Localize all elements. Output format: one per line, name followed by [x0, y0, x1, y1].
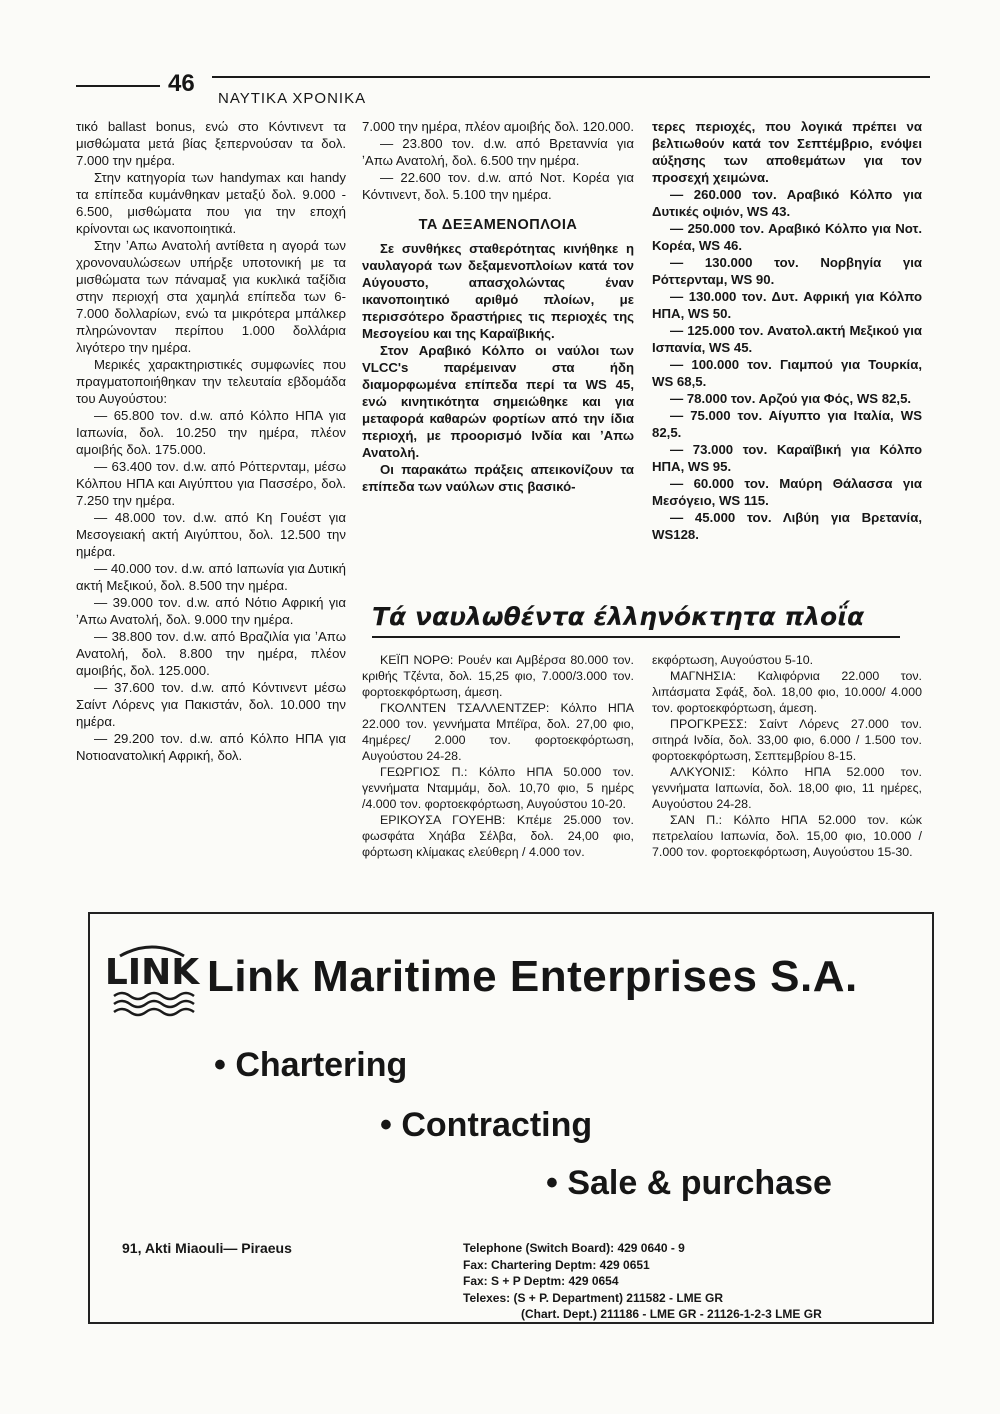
fixture-item: — 75.000 τον. Αίγυπτο για Ιταλία, WS 82,5.	[652, 408, 922, 440]
header-rule-left	[76, 85, 160, 87]
fixtures-list-left	[362, 652, 634, 860]
fixture-item: — 250.000 τον. Αραβικό Κόλπο για Νοτ. Κορέα, WS 46.	[652, 221, 922, 253]
magazine-title: ΝΑΥΤΙΚΑ ΧΡΟΝΙΚΑ	[218, 90, 367, 107]
fixture-item: — 73.000 τον. Καραϊβική για Κόλπο ΗΠΑ, WS 95.	[652, 442, 922, 474]
fixture-item: — 130.000 τον. Δυτ. Αφρική για Κόλπο ΗΠΑ, WS 50.	[652, 289, 922, 321]
page-number: 46	[168, 70, 195, 97]
fixture-item: — 23.800 τον. d.w. από Βρεταννία για ʼΑπω Ανατολή, δολ. 6.500 την ημέρα.	[362, 136, 634, 168]
fixture-entry: ΓΚΟΛΝΤΕΝ ΤΣΑΛΛΕΝΤΖΕΡ: Κόλπο ΗΠΑ 22.000 τον. γεννήματα Μπέϊρα, δολ. 27,00 φιο, 4ημέρες/ 2.000 τον. φορτοεκφόρτωση, Αυγούστου 24-28.	[362, 701, 634, 763]
telephone-line: Telephone (Switch Board): 429 0640 - 9	[463, 1241, 685, 1255]
telex-line-2: (Chart. Dept.) 211186 - LME GR - 21126-1-2-3 LME GR	[521, 1307, 822, 1321]
fax-chartering-line: Fax: Chartering Deptm: 429 0651	[463, 1257, 650, 1272]
fixture-item: — 60.000 τον. Μαύρη Θάλασσα για Μεσόγειο, WS 115.	[652, 476, 922, 508]
fixture-entry: εκφόρτωση, Αυγούστου 5-10.	[652, 653, 814, 667]
fixture-item: — 38.800 τον. d.w. από Βραζιλία για ʼΑπω Ανατολή, δολ. 8.800 την ημέρα, πλέον αμοιβής, δολ. 125.000.	[76, 629, 346, 678]
paragraph: Στην ʼΑπω Ανατολή αντίθετα η αγορά των χρονοναυλώσεων υπήρξε υποτονική με τα μισθώματα των πάναμαξ για κυκλικά ταξίδια στην περιοχή στα χαμηλά επίπεδα των 6-7.000 δολλαρίων, ενώ τα μικρότερα μπάλκερ πληρώνονταν περίπου 1.000 δολλάρια λιγότερο την ημέρα.	[76, 238, 346, 355]
section-heading: ΤΑ ΔΕΞΑΜΕΝΟΠΛΟΙΑ	[418, 217, 578, 233]
fixture-item: — 37.600 τον. d.w. από Κόντινεντ μέσω Σαίντ Λόρενς για Πακιστάν, δολ. 10.000 την ημέρα.	[76, 680, 346, 729]
paragraph: Στην κατηγορία των handymax και handy τα επίπεδα κυμάνθηκαν μεταξύ δολ. 9.000 - 6.500, μισθώματα που για την εποχή κρίνονται ως ικανοποιητικά.	[76, 170, 346, 236]
paragraph: Οι παρακάτω πράξεις απεικονίζουν τα επίπεδα των ναύλων στις βασικό-	[362, 462, 634, 494]
paragraph: Μερικές χαρακτηριστικές συμφωνίες που πραγματοποιήθηκαν την τελευταία εβδομάδα του Αυγούστου:	[76, 357, 346, 406]
telex-line: Telexes: (S + P. Department) 211582 - LME GR	[463, 1290, 723, 1305]
paragraph: Σε συνθήκες σταθερότητας κινήθηκε η ναυλαγορά των δεξαμενοπλοίων κατά τον Αύγουστο, απασχολώντας έναν ικανοποιητικό αριθμό πλοίων, με περισσότερο δραστήριες τις περιοχές της Μεσογείου και της Καραϊβικής.	[362, 241, 634, 341]
fixture-item: — 78.000 τον. Αρζού για Φός, WS 82,5.	[670, 391, 912, 406]
link-logo-icon	[100, 936, 204, 1022]
contact-details	[463, 1240, 822, 1323]
fixture-item: — 45.000 τον. Λιβύη για Βρετανία, WS128.	[652, 510, 922, 542]
article-column-3	[652, 118, 922, 543]
fixture-item: — 125.000 τον. Ανατολ.ακτή Μεξικού για Ισπανία, WS 45.	[652, 323, 922, 355]
fixture-entry: ΚΕΪΠ ΝΟΡΘ: Ρουέν και Αμβέρσα 80.000 τον. κριθής Τζέντα, δολ. 15,25 φιο, 7.000/3.000 τον. φορτοεκφόρτωση, άμεση.	[362, 653, 634, 699]
fixture-item: — 260.000 τον. Αραβικό Κόλπο για Δυτικές οψιόν, WS 43.	[652, 187, 922, 219]
service-sale-purchase: • Sale & purchase	[546, 1164, 832, 1202]
paragraph: 7.000 την ημέρα, πλέον αμοιβής δολ. 120.000.	[362, 119, 634, 134]
fixture-item: — 65.800 τον. d.w. από Κόλπο ΗΠΑ για Ιαπωνία, δολ. 10.250 την ημέρα, πλέον αμοιβής δολ. 175.000.	[76, 408, 346, 457]
fixture-item: — 63.400 τον. d.w. από Ρόττερνταμ, μέσω Κόλπου ΗΠΑ και Αιγύπτου για Πασσέρο, δολ. 7.250 την ημέρα.	[76, 459, 346, 508]
fixture-entry: ΕΡΙΚΟΥΣΑ ΓΟΥΕΗΒ: Κπέμε 25.000 τον. φωσφάτα Χηάβα Σέλβα, δολ. 24,00 φιο, φόρτωση κλίμακας ελεύθερη / 4.000 τον.	[362, 813, 634, 859]
fixture-item: — 130.000 τον. Νορβηγία για Ρόττερνταμ, WS 90.	[652, 255, 922, 287]
fixture-entry: ΑΛΚΥΟΝΙΣ: Κόλπο ΗΠΑ 52.000 τον. γεννήματα Ιαπωνία, δολ. 18,00 φιο, 11 ημέρες, Αυγούστου 24-28.	[652, 765, 922, 811]
article-column-1	[76, 118, 346, 764]
fixtures-list-right	[652, 652, 922, 860]
logo-lettering: LINK	[104, 952, 200, 993]
paragraph: τερες περιοχές, που λογικά πρέπει να βελτιωθούν κατά τον Σεπτέμβριο, ενόψει αύξησης των αποθεμάτων για τον προσεχή χειμώνα.	[652, 119, 922, 185]
fixture-item: — 40.000 τον. d.w. από Ιαπωνία για Δυτική ακτή Μεξικού, δολ. 8.500 την ημέρα.	[76, 561, 346, 593]
header-rule-right	[212, 76, 930, 78]
company-name: Link Maritime Enterprises S.A.	[207, 952, 858, 1001]
fixture-item: — 48.000 τον. d.w. από Κη Γουέστ για Μεσογειακή ακτή Αιγύπτου, δολ. 12.500 την ημέρα.	[76, 510, 346, 559]
fixture-item: — 22.600 τον. d.w. από Νοτ. Κορέα για Κόντινεντ, δολ. 5.100 την ημέρα.	[362, 170, 634, 202]
fixture-entry: ΠΡΟΓΚΡΕΣΣ: Σαίντ Λόρενς 27.000 τον. σιτηρά Ινδία, δολ. 33,00 φιο, 6.000 / 1.500 τον. φορτοεκφόρτωση, Σεπτεμβρίου 8-15.	[652, 717, 922, 763]
fax-sp-line: Fax: S + P Deptm: 429 0654	[463, 1274, 619, 1288]
fixture-entry: ΣΑΝ Π.: Κόλπο ΗΠΑ 52.000 τον. κώκ πετρελαίου Ιαπωνία, δολ. 15,00 φιο, 10.000 / 7.000 τον. φορτοεκφόρτωση, Αυγούστου 15-30.	[652, 813, 922, 859]
banner-underline	[372, 636, 900, 638]
fixture-item: — 39.000 τον. d.w. από Νότιο Αφρική για ʼΑπω Ανατολή, δολ. 9.000 την ημέρα.	[76, 595, 346, 627]
service-chartering: • Chartering	[214, 1046, 408, 1084]
paragraph: Στον Αραβικό Κόλπο οι ναύλοι των VLCC's παρέμειναν στα ήδη διαμορφωμένα επίπεδα περί τα WS 45, ενώ κινητικότητα σημειώθηκε και για μεταφορά καθαρών φορτίων από την ίδια περιοχή, με προορισμό Ινδία και ʼΑπω Ανατολή.	[362, 343, 634, 460]
service-contracting: • Contracting	[380, 1106, 593, 1144]
article-column-2	[362, 118, 634, 495]
paragraph: τικό ballast bonus, ενώ στο Κόντινεντ τα μισθώματα μετά βίας ξεπερνούσαν τα δολ. 7.000 την ημέρα.	[76, 119, 346, 168]
fixtures-banner-title: Τά ναυλωθέντα έλληνόκτητα πλοΐα	[372, 602, 865, 631]
company-address: 91, Akti Miaouli— Piraeus	[122, 1240, 292, 1256]
fixture-entry: ΓΕΩΡΓΙΟΣ Π.: Κόλπο ΗΠΑ 50.000 τον. γεννήματα Νταμμάμ, δολ. 10,70 φιο, 5 ημέρς /4.000 τον. φορτοεκφόρτωση, Αυγούστου 10-20.	[362, 765, 634, 811]
fixture-item: — 100.000 τον. Γιαμπού για Τουρκία, WS 68,5.	[652, 357, 922, 389]
fixture-entry: ΜΑΓΝΗΣΙΑ: Καλιφόρνια 22.000 τον. λιπάσματα Σφάξ, δολ. 18,00 φιο, 10.000/ 4.000 τον. φορτοεκφόρτωση, άμεση.	[652, 669, 922, 715]
fixture-item: — 29.200 τον. d.w. από Κόλπο ΗΠΑ για Νοτιοανατολική Αφρική, δολ.	[76, 731, 346, 763]
